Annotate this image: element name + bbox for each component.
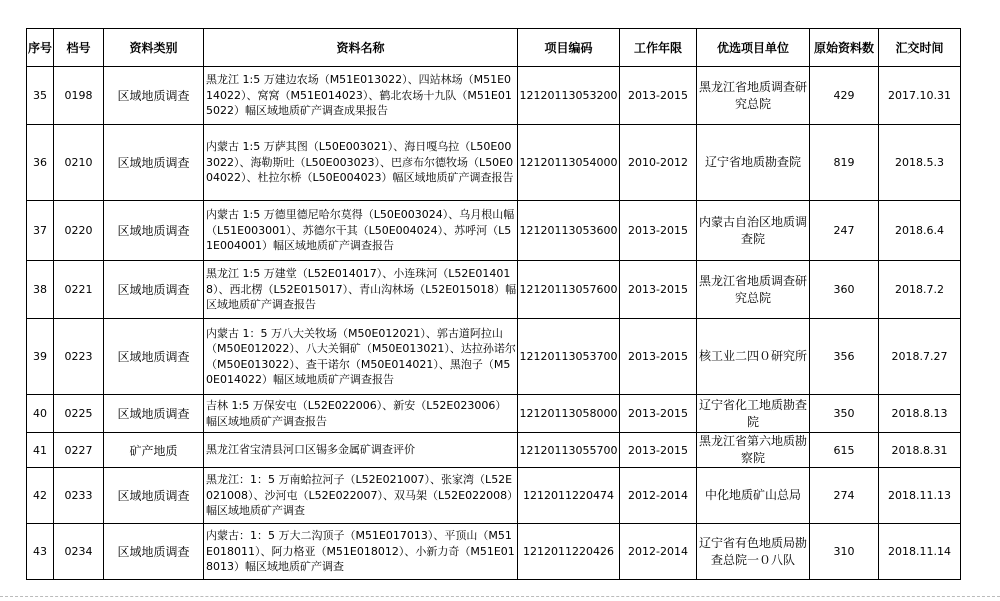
header-category: 资料类别 — [104, 29, 204, 67]
cell-years: 2012-2014 — [620, 524, 697, 580]
cell-name: 黑龙江省宝清县河口区锡多金属矿调查评价 — [204, 433, 518, 468]
cell-category: 区域地质调查 — [104, 261, 204, 319]
cell-seq: 43 — [27, 524, 54, 580]
records-table — [26, 28, 961, 580]
cell-unit: 中化地质矿山总局 — [697, 468, 810, 524]
cell-date: 2018.5.3 — [879, 125, 961, 201]
cell-date: 2018.11.13 — [879, 468, 961, 524]
cell-count: 819 — [810, 125, 879, 201]
cell-name: 吉林 1:5 万保安屯（L52E022006）、新安（L52E023006）幅区域地质矿产调查报告 — [204, 395, 518, 433]
cell-name: 黑龙江 1:5 万建边农场（M51E013022）、四站林场（M51E014022）、窝窝（M51E014023）、鹤北农场十九队（M51E015022）幅区域地质矿产调查成果报告 — [204, 67, 518, 125]
cell-category: 区域地质调查 — [104, 524, 204, 580]
cell-date: 2018.6.4 — [879, 201, 961, 261]
cell-name: 内蒙古 1:5 万萨其图（L50E003021）、海日嘎乌拉（L50E003022）、海勒斯吐（L50E003023）、巴彦布尔德牧场（L50E004022）、杜拉尔桥（L50E004023）幅区域地质矿产调查报告 — [204, 125, 518, 201]
records-table-container — [26, 28, 961, 580]
cell-project-code: 12120113053200 — [518, 67, 620, 125]
cell-category: 区域地质调查 — [104, 319, 204, 395]
cell-count: 429 — [810, 67, 879, 125]
cell-seq: 35 — [27, 67, 54, 125]
cell-count: 360 — [810, 261, 879, 319]
cell-category: 区域地质调查 — [104, 67, 204, 125]
table-row — [27, 524, 961, 580]
table-row — [27, 319, 961, 395]
cell-file-no: 0221 — [54, 261, 104, 319]
cell-file-no: 0220 — [54, 201, 104, 261]
table-row — [27, 261, 961, 319]
cell-file-no: 0227 — [54, 433, 104, 468]
cell-date: 2017.10.31 — [879, 67, 961, 125]
cell-seq: 42 — [27, 468, 54, 524]
cell-name: 内蒙古 1：5 万八大关牧场（M50E012021）、郭古道阿拉山（M50E012022）、八大关铜矿（M50E013021）、达拉孙诺尔（M50E013022）、查干诺尔（M50E014021）、黑泡子（M50E014022）幅区域地质矿产调查报告 — [204, 319, 518, 395]
cell-project-code: 1212011220474 — [518, 468, 620, 524]
header-file-no: 档号 — [54, 29, 104, 67]
cell-unit: 内蒙古自治区地质调查院 — [697, 201, 810, 261]
cell-seq: 40 — [27, 395, 54, 433]
cell-years: 2013-2015 — [620, 261, 697, 319]
cell-unit: 黑龙江省地质调查研究总院 — [697, 261, 810, 319]
cell-unit: 辽宁省地质勘查院 — [697, 125, 810, 201]
cell-years: 2012-2014 — [620, 468, 697, 524]
cell-category: 区域地质调查 — [104, 201, 204, 261]
header-count: 原始资料数 — [810, 29, 879, 67]
cell-project-code: 12120113057600 — [518, 261, 620, 319]
cell-file-no: 0210 — [54, 125, 104, 201]
header-seq: 序号 — [27, 29, 54, 67]
cell-years: 2010-2012 — [620, 125, 697, 201]
table-row — [27, 433, 961, 468]
cell-file-no: 0234 — [54, 524, 104, 580]
cell-date: 2018.8.13 — [879, 395, 961, 433]
table-row — [27, 395, 961, 433]
header-name: 资料名称 — [204, 29, 518, 67]
cell-seq: 36 — [27, 125, 54, 201]
table-row — [27, 67, 961, 125]
cell-unit: 黑龙江省地质调查研究总院 — [697, 67, 810, 125]
cell-date: 2018.7.27 — [879, 319, 961, 395]
table-row — [27, 201, 961, 261]
cell-count: 356 — [810, 319, 879, 395]
cell-seq: 37 — [27, 201, 54, 261]
cell-category: 区域地质调查 — [104, 125, 204, 201]
header-unit: 优选项目单位 — [697, 29, 810, 67]
header-project-code: 项目编码 — [518, 29, 620, 67]
cell-file-no: 0223 — [54, 319, 104, 395]
cell-count: 615 — [810, 433, 879, 468]
cell-file-no: 0233 — [54, 468, 104, 524]
cell-unit: 黑龙江省第六地质勘察院 — [697, 433, 810, 468]
cell-project-code: 1212011220426 — [518, 524, 620, 580]
cell-date: 2018.11.14 — [879, 524, 961, 580]
cell-name: 内蒙古 1:5 万德里德尼哈尔莫得（L50E003024）、乌月根山幅（L51E003001）、苏德尔干其（L50E004024）、苏呼河（L51E004001）幅区域地质矿产调查报告 — [204, 201, 518, 261]
cell-count: 274 — [810, 468, 879, 524]
cell-unit: 辽宁省化工地质勘查院 — [697, 395, 810, 433]
cell-project-code: 12120113053700 — [518, 319, 620, 395]
cell-file-no: 0198 — [54, 67, 104, 125]
header-date: 汇交时间 — [879, 29, 961, 67]
cell-years: 2013-2015 — [620, 433, 697, 468]
cell-name: 黑龙江：1：5 万南蛤拉河子（L52E021007）、张家湾（L52E021008）、沙河屯（L52E022007）、双马架（L52E022008）幅区域地质矿产调查 — [204, 468, 518, 524]
page-divider — [0, 596, 1000, 598]
cell-name: 内蒙古：1：5 万大二沟顶子（M51E017013）、平顶山（M51E018011）、阿力格亚（M51E018012）、小新力奇（M51E018013）幅区域地质矿产调查 — [204, 524, 518, 580]
cell-category: 矿产地质 — [104, 433, 204, 468]
cell-seq: 39 — [27, 319, 54, 395]
header-years: 工作年限 — [620, 29, 697, 67]
cell-unit: 核工业二四０研究所 — [697, 319, 810, 395]
cell-date: 2018.8.31 — [879, 433, 961, 468]
cell-seq: 38 — [27, 261, 54, 319]
cell-category: 区域地质调查 — [104, 395, 204, 433]
table-row — [27, 125, 961, 201]
cell-years: 2013-2015 — [620, 395, 697, 433]
cell-years: 2013-2015 — [620, 67, 697, 125]
cell-years: 2013-2015 — [620, 319, 697, 395]
cell-project-code: 12120113055700 — [518, 433, 620, 468]
cell-name: 黑龙江 1:5 万建堂（L52E014017）、小连珠河（L52E014018）、西北楞（L52E015017）、青山沟林场（L52E015018）幅区域地质矿产调查报告 — [204, 261, 518, 319]
cell-years: 2013-2015 — [620, 201, 697, 261]
cell-seq: 41 — [27, 433, 54, 468]
cell-count: 310 — [810, 524, 879, 580]
cell-unit: 辽宁省有色地质局勘查总院一０八队 — [697, 524, 810, 580]
cell-count: 350 — [810, 395, 879, 433]
cell-project-code: 12120113058000 — [518, 395, 620, 433]
cell-count: 247 — [810, 201, 879, 261]
cell-file-no: 0225 — [54, 395, 104, 433]
header-row — [27, 29, 961, 67]
cell-category: 区域地质调查 — [104, 468, 204, 524]
cell-date: 2018.7.2 — [879, 261, 961, 319]
table-row — [27, 468, 961, 524]
cell-project-code: 12120113053600 — [518, 201, 620, 261]
cell-project-code: 12120113054000 — [518, 125, 620, 201]
